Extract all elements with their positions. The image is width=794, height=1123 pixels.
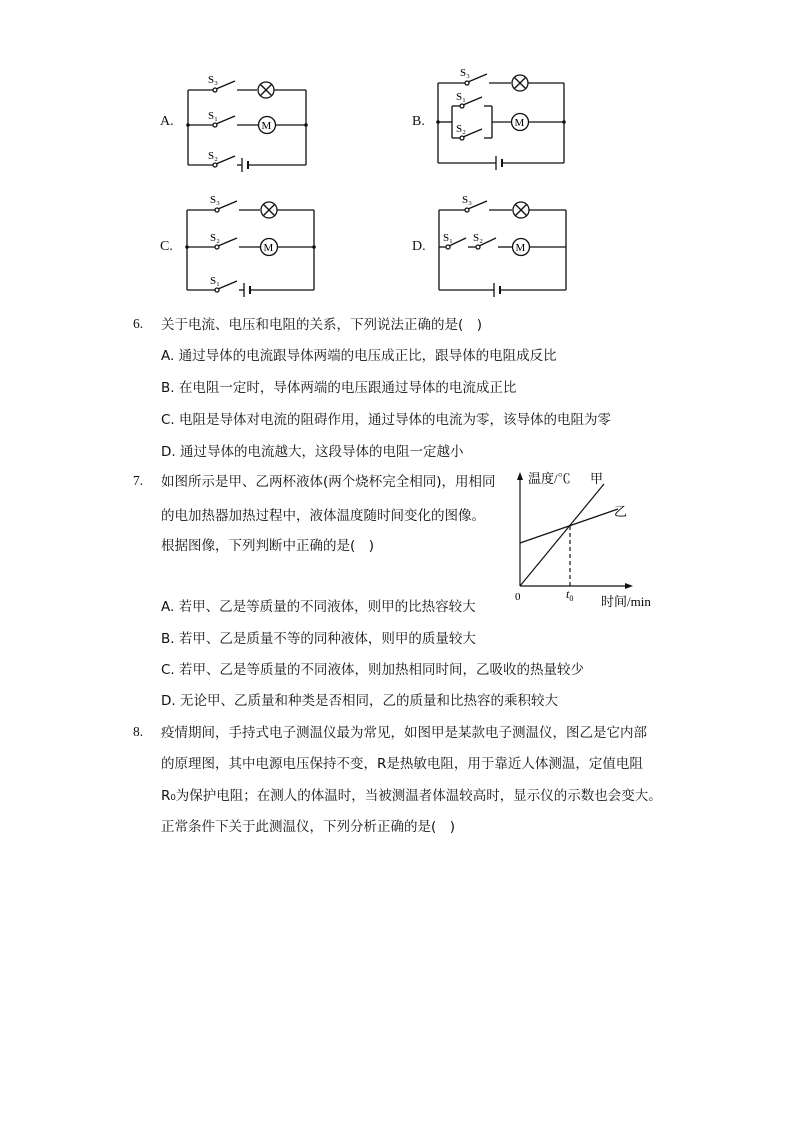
y-axis-arrow	[517, 472, 523, 480]
graph-label-yi: 乙	[614, 504, 628, 519]
circuit-b-switch-bot: S₂	[456, 123, 466, 135]
circuit-d-switch-s1: S₁	[443, 232, 453, 244]
question-6-option-b[interactable]: B. 在电阻一定时，导体两端的电压跟通过导体的电流成正比	[161, 380, 517, 396]
circuit-c-switch-top: S₃	[210, 194, 220, 206]
circuit-options	[0, 0, 794, 310]
graph-ylabel: 温度/℃	[528, 471, 571, 486]
graph-label-jia: 甲	[590, 471, 604, 486]
question-8-number: 8.	[133, 724, 144, 739]
circuit-d-letter: D.	[412, 239, 426, 254]
line-yi	[520, 509, 618, 543]
question-8-line-1: 疫情期间，手持式电子测温仪最为常见，如图甲是某款电子测温仪，图乙是它内部	[161, 725, 647, 741]
question-7-option-c[interactable]: C. 若甲、乙是等质量的不同液体，则加热相同时间，乙吸收的热量较少	[161, 662, 585, 678]
x-axis-arrow	[625, 583, 633, 589]
question-7-option-a[interactable]: A. 若甲、乙是等质量的不同液体，则甲的比热容较大	[161, 599, 476, 615]
circuit-b-switch-top: S₃	[460, 67, 470, 79]
question-6-stem: 关于电流、电压和电阻的关系，下列说法正确的是( )	[161, 317, 483, 333]
circuit-d-switch-top: S₃	[462, 194, 472, 206]
question-8-line-3: R₀为保护电阻；在测人的体温时，当被测温者体温较高时，显示仪的示数也会变大。	[161, 788, 662, 804]
circuit-b-letter: B.	[412, 114, 425, 129]
circuit-a-switch-mid: S₁	[208, 110, 218, 122]
question-7-stem-line-2: 的电加热器加热过程中，液体温度随时间变化的图像。	[161, 508, 485, 524]
circuit-c-motor-label: M	[263, 242, 274, 254]
circuit-a-letter: A.	[160, 114, 174, 129]
line-jia	[520, 484, 604, 586]
graph-t0: $t_0$	[566, 587, 574, 603]
circuit-c-letter: C.	[160, 239, 173, 254]
question-7-option-d[interactable]: D. 无论甲、乙质量和种类是否相同，乙的质量和比热容的乘积较大	[161, 693, 558, 709]
circuit-c-switch-bot: S₁	[210, 275, 220, 287]
circuit-d-diagram	[432, 190, 572, 305]
temperature-time-graph	[508, 464, 663, 609]
question-6-option-c[interactable]: C. 电阻是导体对电流的阻碍作用，通过导体的电流为零，该导体的电阻为零	[161, 412, 612, 428]
circuit-b-switch-mid: S₁	[456, 91, 466, 103]
graph-origin: 0	[515, 591, 521, 603]
question-6-option-a[interactable]: A. 通过导体的电流跟导体两端的电压成正比，跟导体的电阻成反比	[161, 348, 557, 364]
circuit-a-switch-bot: S₂	[208, 150, 218, 162]
question-6-number: 6.	[133, 316, 144, 331]
circuit-b-diagram	[432, 63, 572, 178]
circuit-c-switch-mid: S₂	[210, 232, 220, 244]
question-7-number: 7.	[133, 473, 144, 488]
circuit-a-diagram	[180, 68, 315, 176]
circuit-b-motor-label: M	[514, 117, 525, 129]
graph-xlabel: 时间/min	[601, 594, 651, 609]
question-7-stem-line-1: 如图所示是甲、乙两杯液体(两个烧杯完全相同)，用相同	[161, 474, 496, 490]
circuit-a-motor-label: M	[261, 120, 272, 132]
circuit-a-switch-top: S₃	[208, 74, 218, 86]
circuit-d-switch-s2: S₂	[473, 232, 483, 244]
question-6-option-d[interactable]: D. 通过导体的电流越大，这段导体的电阻一定越小	[161, 444, 464, 460]
circuit-c-diagram	[180, 190, 320, 305]
question-8-line-2: 的原理图，其中电源电压保持不变，R是热敏电阻，用于靠近人体测温，定值电阻	[161, 756, 643, 772]
question-8-line-4: 正常条件下关于此测温仪，下列分析正确的是( )	[161, 819, 456, 835]
question-7-option-b[interactable]: B. 若甲、乙是质量不等的同种液体，则甲的质量较大	[161, 631, 476, 647]
circuit-d-motor-label: M	[515, 242, 526, 254]
question-7-stem-line-3: 根据图像，下列判断中正确的是( )	[161, 538, 375, 554]
